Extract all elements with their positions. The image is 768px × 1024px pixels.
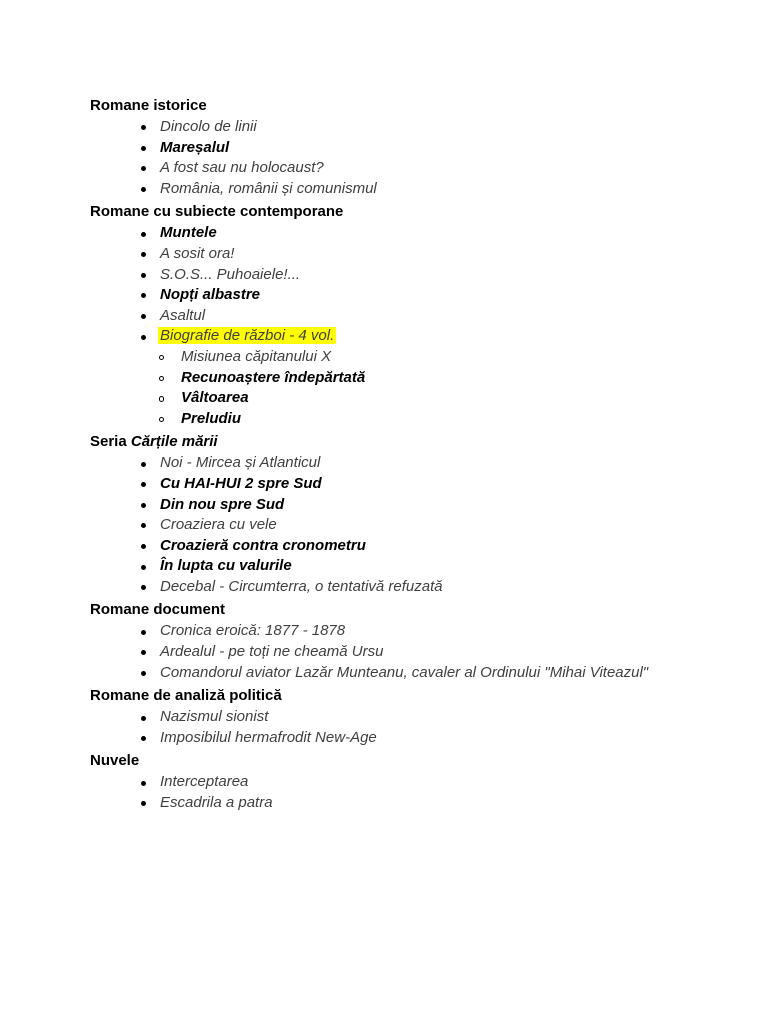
list-item bbox=[90, 474, 730, 495]
bullet-dot-icon bbox=[141, 630, 146, 635]
bullet-dot-icon bbox=[141, 187, 146, 192]
list-item bbox=[90, 495, 730, 516]
book-title: Dincolo de linii bbox=[160, 118, 257, 135]
book-title: Recunoaștere îndepărtată bbox=[181, 368, 366, 386]
book-title: Mareșalul bbox=[160, 138, 230, 156]
bullet-circle-icon bbox=[159, 417, 165, 423]
bullet-dot-icon bbox=[141, 781, 146, 786]
list-item bbox=[90, 536, 730, 557]
book-title: Din nou spre Sud bbox=[160, 495, 285, 513]
bullet-dot-icon bbox=[141, 125, 146, 130]
bullet-dot-icon bbox=[141, 544, 146, 549]
list-item bbox=[90, 663, 730, 684]
book-title: Comandorul aviator Lazăr Munteanu, cavaler al Ordinului "Mihai Viteazul" bbox=[160, 663, 649, 681]
bullet-dot-icon bbox=[141, 146, 146, 151]
document-page bbox=[90, 95, 730, 814]
list-item bbox=[90, 138, 730, 159]
bullet-dot-icon bbox=[141, 293, 146, 298]
heading-prefix: Seria bbox=[90, 433, 127, 451]
section-heading-nuvele: Nuvele bbox=[90, 752, 140, 770]
section-heading-seria-cartile-marii bbox=[90, 431, 730, 453]
list-item bbox=[90, 265, 730, 286]
book-title: Asaltul bbox=[160, 306, 206, 324]
bullet-dot-icon bbox=[141, 671, 146, 676]
list-item bbox=[90, 515, 730, 536]
bullet-dot-icon bbox=[141, 736, 146, 741]
book-title: Interceptarea bbox=[160, 773, 249, 791]
book-title: A sosit ora! bbox=[160, 244, 235, 262]
list-item bbox=[90, 772, 730, 793]
bullet-dot-icon bbox=[141, 273, 146, 278]
section-heading-romane-document: Romane document bbox=[90, 601, 226, 619]
list-item bbox=[90, 556, 730, 577]
bullet-dot-icon bbox=[141, 314, 146, 319]
bullet-dot-icon bbox=[141, 232, 146, 237]
bullet-circle-icon bbox=[159, 376, 165, 382]
sub-list-item bbox=[90, 409, 730, 430]
book-title: Imposibilul hermafrodit New-Age bbox=[160, 728, 377, 746]
book-title: Muntele bbox=[160, 224, 217, 242]
book-title: Misiunea căpitanului X bbox=[181, 347, 332, 365]
book-title: Escadrila a patra bbox=[160, 794, 273, 812]
book-title: România, românii și comunismul bbox=[160, 179, 377, 197]
book-title: Vâltoarea bbox=[181, 389, 249, 407]
book-title: S.O.S... Puhoaiele!... bbox=[160, 265, 301, 283]
book-title: Noi - Mircea și Atlanticul bbox=[160, 454, 321, 472]
list-item bbox=[90, 728, 730, 749]
bullet-dot-icon bbox=[141, 252, 146, 257]
list-item bbox=[90, 306, 730, 327]
section-heading-romane-analiza-politica: Romane de analiză politică bbox=[90, 687, 282, 705]
highlighted-book-title: Biografie de război - 4 vol. bbox=[160, 327, 335, 345]
sub-list-item bbox=[90, 388, 730, 409]
book-title: Cu HAI-HUI 2 spre Sud bbox=[160, 474, 322, 492]
list-item bbox=[90, 223, 730, 244]
section-heading-romane-contemporane: Romane cu subiecte contemporane bbox=[90, 203, 344, 221]
list-item bbox=[90, 621, 730, 642]
bullet-dot-icon bbox=[141, 503, 146, 508]
list-item bbox=[90, 158, 730, 179]
sub-list-item bbox=[90, 368, 730, 389]
list-item bbox=[90, 707, 730, 728]
bullet-dot-icon bbox=[141, 482, 146, 487]
section-heading-romane-istorice: Romane istorice bbox=[90, 97, 207, 114]
book-title: Croaziera cu vele bbox=[160, 516, 277, 534]
book-title: Cronica eroică: 1877 - 1878 bbox=[160, 622, 346, 640]
book-title: Nopți albastre bbox=[160, 286, 261, 304]
list-item bbox=[90, 793, 730, 814]
bullet-dot-icon bbox=[141, 801, 146, 806]
book-title: Decebal - Circumterra, o tentativă refuzată bbox=[160, 577, 443, 595]
book-title: Nazismul sionist bbox=[160, 708, 269, 726]
book-title: În lupta cu valurile bbox=[160, 557, 292, 575]
bullet-dot-icon bbox=[141, 523, 146, 528]
list-item bbox=[90, 285, 730, 306]
list-item bbox=[90, 453, 730, 474]
bullet-dot-icon bbox=[141, 166, 146, 171]
sub-list-item bbox=[90, 347, 730, 368]
list-item bbox=[90, 244, 730, 265]
list-item bbox=[90, 642, 730, 663]
list-item bbox=[90, 117, 730, 138]
book-title: Croazieră contra cronometru bbox=[160, 536, 366, 554]
book-title: Ardealul - pe toți ne cheamă Ursu bbox=[160, 643, 384, 661]
bullet-dot-icon bbox=[141, 585, 146, 590]
book-title: A fost sau nu holocaust? bbox=[160, 159, 324, 177]
list-item bbox=[90, 179, 730, 200]
bullet-circle-icon bbox=[159, 355, 165, 361]
book-title: Preludiu bbox=[181, 409, 242, 427]
bullet-dot-icon bbox=[141, 565, 146, 570]
list-item bbox=[90, 326, 730, 347]
bullet-dot-icon bbox=[141, 650, 146, 655]
bullet-circle-icon bbox=[159, 396, 165, 402]
bullet-dot-icon bbox=[141, 335, 146, 340]
bullet-dot-icon bbox=[141, 462, 146, 467]
list-item bbox=[90, 577, 730, 598]
series-title: Cărțile mării bbox=[130, 433, 218, 451]
bullet-dot-icon bbox=[141, 716, 146, 721]
